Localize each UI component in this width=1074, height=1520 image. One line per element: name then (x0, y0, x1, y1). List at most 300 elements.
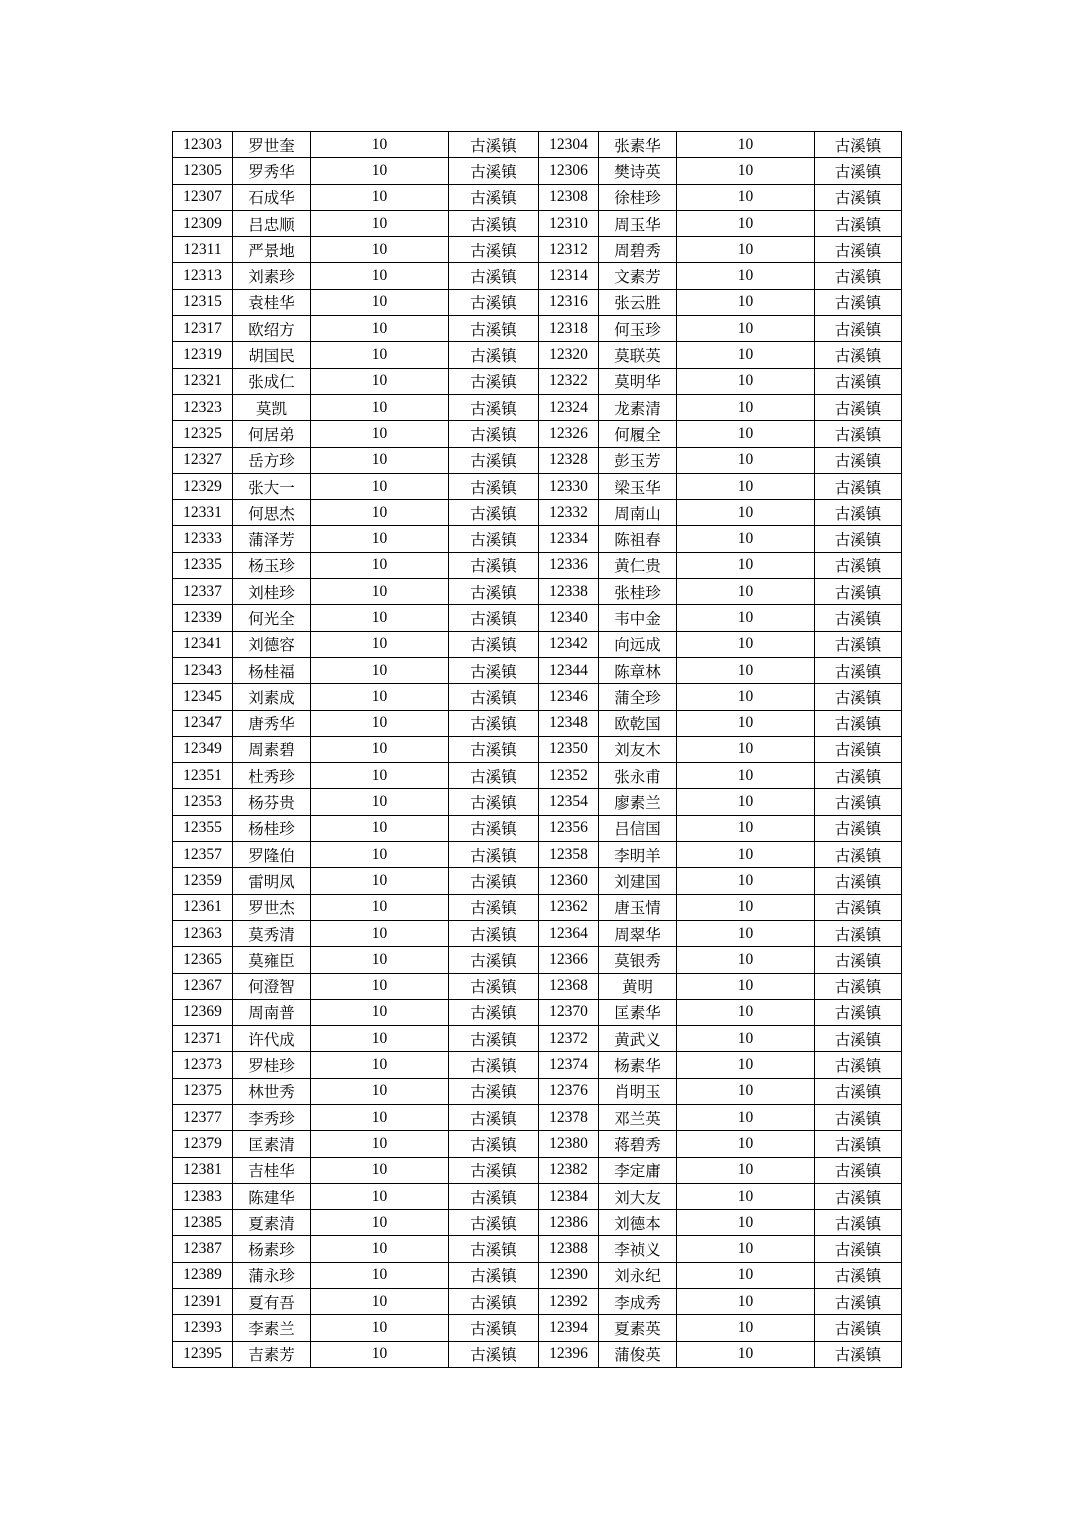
table-row (173, 237, 902, 263)
cell-name: 林世秀 (233, 1078, 311, 1104)
cell-amount: 10 (311, 657, 449, 683)
cell-id: 12350 (539, 736, 599, 762)
cell-name: 杨桂珍 (233, 815, 311, 841)
table-row (173, 631, 902, 657)
cell-town: 古溪镇 (449, 868, 539, 894)
table-row (173, 447, 902, 473)
cell-id: 12365 (173, 947, 233, 973)
cell-id: 12336 (539, 552, 599, 578)
cell-amount: 10 (677, 526, 815, 552)
cell-town: 古溪镇 (815, 526, 902, 552)
cell-name: 莫明华 (599, 368, 677, 394)
cell-name: 樊诗英 (599, 158, 677, 184)
cell-id: 12376 (539, 1078, 599, 1104)
table-row (173, 894, 902, 920)
cell-town: 古溪镇 (815, 1262, 902, 1288)
cell-amount: 10 (677, 1210, 815, 1236)
cell-id: 12307 (173, 184, 233, 210)
cell-town: 古溪镇 (449, 579, 539, 605)
cell-town: 古溪镇 (449, 1236, 539, 1262)
table-row (173, 920, 902, 946)
cell-amount: 10 (311, 1236, 449, 1262)
cell-town: 古溪镇 (815, 1315, 902, 1341)
cell-town: 古溪镇 (449, 605, 539, 631)
cell-name: 廖素兰 (599, 789, 677, 815)
cell-id: 12319 (173, 342, 233, 368)
cell-id: 12383 (173, 1183, 233, 1209)
cell-amount: 10 (311, 579, 449, 605)
table-row (173, 605, 902, 631)
cell-name: 何居弟 (233, 421, 311, 447)
cell-town: 古溪镇 (815, 973, 902, 999)
cell-amount: 10 (311, 842, 449, 868)
cell-id: 12392 (539, 1289, 599, 1315)
table-row (173, 394, 902, 420)
cell-amount: 10 (311, 237, 449, 263)
cell-amount: 10 (677, 237, 815, 263)
cell-town: 古溪镇 (815, 421, 902, 447)
cell-town: 古溪镇 (449, 920, 539, 946)
cell-id: 12343 (173, 657, 233, 683)
cell-amount: 10 (311, 473, 449, 499)
cell-amount: 10 (677, 842, 815, 868)
cell-amount: 10 (677, 1315, 815, 1341)
cell-id: 12368 (539, 973, 599, 999)
cell-town: 古溪镇 (815, 1026, 902, 1052)
cell-name: 蒋碧秀 (599, 1131, 677, 1157)
cell-town: 古溪镇 (449, 473, 539, 499)
table-row (173, 342, 902, 368)
cell-id: 12338 (539, 579, 599, 605)
cell-amount: 10 (311, 710, 449, 736)
cell-name: 唐玉情 (599, 894, 677, 920)
cell-amount: 10 (311, 1341, 449, 1367)
table-row (173, 421, 902, 447)
cell-amount: 10 (677, 342, 815, 368)
cell-town: 古溪镇 (449, 342, 539, 368)
cell-name: 文素芳 (599, 263, 677, 289)
cell-name: 张永甫 (599, 763, 677, 789)
cell-name: 李素兰 (233, 1315, 311, 1341)
cell-id: 12360 (539, 868, 599, 894)
cell-amount: 10 (311, 526, 449, 552)
cell-name: 刘永纪 (599, 1262, 677, 1288)
cell-town: 古溪镇 (815, 920, 902, 946)
cell-amount: 10 (311, 763, 449, 789)
cell-town: 古溪镇 (449, 526, 539, 552)
cell-town: 古溪镇 (815, 473, 902, 499)
cell-name: 石成华 (233, 184, 311, 210)
cell-name: 吉桂华 (233, 1157, 311, 1183)
cell-town: 古溪镇 (815, 710, 902, 736)
cell-town: 古溪镇 (815, 158, 902, 184)
cell-amount: 10 (311, 999, 449, 1025)
cell-amount: 10 (677, 1052, 815, 1078)
cell-id: 12340 (539, 605, 599, 631)
cell-name: 莫凯 (233, 394, 311, 420)
cell-name: 杨素珍 (233, 1236, 311, 1262)
cell-id: 12348 (539, 710, 599, 736)
cell-amount: 10 (677, 289, 815, 315)
cell-id: 12370 (539, 999, 599, 1025)
cell-name: 彭玉芳 (599, 447, 677, 473)
cell-town: 古溪镇 (449, 184, 539, 210)
cell-id: 12309 (173, 210, 233, 236)
cell-town: 古溪镇 (449, 763, 539, 789)
cell-name: 周素碧 (233, 736, 311, 762)
cell-id: 12353 (173, 789, 233, 815)
cell-town: 古溪镇 (449, 1157, 539, 1183)
cell-town: 古溪镇 (815, 736, 902, 762)
table-row (173, 947, 902, 973)
cell-town: 古溪镇 (449, 289, 539, 315)
cell-id: 12361 (173, 894, 233, 920)
cell-id: 12311 (173, 237, 233, 263)
cell-town: 古溪镇 (815, 316, 902, 342)
table-row (173, 1262, 902, 1288)
cell-town: 古溪镇 (449, 815, 539, 841)
cell-town: 古溪镇 (449, 552, 539, 578)
cell-town: 古溪镇 (449, 1210, 539, 1236)
cell-amount: 10 (677, 1183, 815, 1209)
cell-id: 12367 (173, 973, 233, 999)
cell-name: 徐桂珍 (599, 184, 677, 210)
cell-id: 12334 (539, 526, 599, 552)
cell-id: 12344 (539, 657, 599, 683)
cell-name: 黄仁贵 (599, 552, 677, 578)
cell-amount: 10 (311, 132, 449, 158)
cell-id: 12312 (539, 237, 599, 263)
cell-amount: 10 (311, 342, 449, 368)
table-row (173, 1183, 902, 1209)
cell-id: 12394 (539, 1315, 599, 1341)
table-row (173, 368, 902, 394)
cell-id: 12371 (173, 1026, 233, 1052)
cell-town: 古溪镇 (815, 132, 902, 158)
cell-id: 12332 (539, 500, 599, 526)
cell-name: 刘大友 (599, 1183, 677, 1209)
cell-name: 蒲俊英 (599, 1341, 677, 1367)
cell-amount: 10 (311, 1104, 449, 1130)
cell-id: 12375 (173, 1078, 233, 1104)
table-row (173, 158, 902, 184)
cell-town: 古溪镇 (815, 842, 902, 868)
cell-amount: 10 (311, 500, 449, 526)
cell-id: 12393 (173, 1315, 233, 1341)
table-row (173, 999, 902, 1025)
cell-id: 12323 (173, 394, 233, 420)
cell-amount: 10 (311, 210, 449, 236)
cell-id: 12366 (539, 947, 599, 973)
cell-town: 古溪镇 (449, 710, 539, 736)
cell-id: 12387 (173, 1236, 233, 1262)
cell-id: 12378 (539, 1104, 599, 1130)
cell-amount: 10 (677, 1078, 815, 1104)
cell-amount: 10 (311, 289, 449, 315)
cell-amount: 10 (677, 184, 815, 210)
cell-id: 12328 (539, 447, 599, 473)
cell-id: 12342 (539, 631, 599, 657)
cell-amount: 10 (677, 1341, 815, 1367)
table-row (173, 1078, 902, 1104)
cell-name: 莫雍臣 (233, 947, 311, 973)
cell-amount: 10 (677, 736, 815, 762)
cell-town: 古溪镇 (815, 289, 902, 315)
cell-amount: 10 (677, 473, 815, 499)
cell-id: 12355 (173, 815, 233, 841)
cell-id: 12317 (173, 316, 233, 342)
cell-town: 古溪镇 (449, 158, 539, 184)
cell-name: 许代成 (233, 1026, 311, 1052)
cell-town: 古溪镇 (449, 736, 539, 762)
cell-id: 12306 (539, 158, 599, 184)
table-row (173, 526, 902, 552)
cell-id: 12363 (173, 920, 233, 946)
cell-town: 古溪镇 (449, 947, 539, 973)
cell-id: 12374 (539, 1052, 599, 1078)
cell-town: 古溪镇 (815, 684, 902, 710)
cell-town: 古溪镇 (449, 210, 539, 236)
cell-town: 古溪镇 (449, 894, 539, 920)
cell-town: 古溪镇 (815, 789, 902, 815)
cell-name: 夏有吾 (233, 1289, 311, 1315)
cell-town: 古溪镇 (815, 1157, 902, 1183)
table-row (173, 1341, 902, 1367)
cell-name: 蒲泽芳 (233, 526, 311, 552)
cell-amount: 10 (677, 684, 815, 710)
cell-name: 莫秀清 (233, 920, 311, 946)
cell-amount: 10 (311, 947, 449, 973)
table-row (173, 763, 902, 789)
cell-name: 欧乾国 (599, 710, 677, 736)
cell-amount: 10 (677, 316, 815, 342)
table-row (173, 184, 902, 210)
cell-town: 古溪镇 (815, 237, 902, 263)
cell-amount: 10 (311, 815, 449, 841)
cell-name: 唐秀华 (233, 710, 311, 736)
cell-town: 古溪镇 (815, 815, 902, 841)
cell-amount: 10 (311, 184, 449, 210)
cell-id: 12386 (539, 1210, 599, 1236)
cell-town: 古溪镇 (815, 579, 902, 605)
cell-town: 古溪镇 (449, 1289, 539, 1315)
cell-name: 匡素清 (233, 1131, 311, 1157)
cell-amount: 10 (311, 1210, 449, 1236)
table-row (173, 973, 902, 999)
cell-id: 12352 (539, 763, 599, 789)
cell-name: 匡素华 (599, 999, 677, 1025)
cell-amount: 10 (677, 552, 815, 578)
cell-name: 张大一 (233, 473, 311, 499)
cell-id: 12325 (173, 421, 233, 447)
cell-id: 12315 (173, 289, 233, 315)
cell-id: 12304 (539, 132, 599, 158)
cell-town: 古溪镇 (449, 447, 539, 473)
cell-id: 12346 (539, 684, 599, 710)
cell-id: 12339 (173, 605, 233, 631)
cell-name: 刘素珍 (233, 263, 311, 289)
cell-amount: 10 (311, 421, 449, 447)
cell-amount: 10 (677, 999, 815, 1025)
cell-name: 夏素清 (233, 1210, 311, 1236)
cell-town: 古溪镇 (449, 132, 539, 158)
cell-town: 古溪镇 (815, 1131, 902, 1157)
cell-name: 罗世杰 (233, 894, 311, 920)
cell-amount: 10 (677, 394, 815, 420)
cell-town: 古溪镇 (449, 1104, 539, 1130)
cell-amount: 10 (677, 447, 815, 473)
cell-name: 吕信国 (599, 815, 677, 841)
cell-amount: 10 (311, 1289, 449, 1315)
cell-name: 李成秀 (599, 1289, 677, 1315)
cell-id: 12341 (173, 631, 233, 657)
cell-id: 12327 (173, 447, 233, 473)
cell-name: 吕忠顺 (233, 210, 311, 236)
cell-id: 12347 (173, 710, 233, 736)
cell-amount: 10 (677, 763, 815, 789)
cell-id: 12362 (539, 894, 599, 920)
cell-amount: 10 (677, 868, 815, 894)
table-row (173, 1289, 902, 1315)
cell-town: 古溪镇 (815, 1341, 902, 1367)
cell-id: 12349 (173, 736, 233, 762)
table-row (173, 473, 902, 499)
cell-amount: 10 (311, 1262, 449, 1288)
cell-amount: 10 (311, 1052, 449, 1078)
cell-town: 古溪镇 (815, 631, 902, 657)
cell-amount: 10 (311, 789, 449, 815)
cell-amount: 10 (311, 263, 449, 289)
cell-id: 12364 (539, 920, 599, 946)
cell-name: 黄武义 (599, 1026, 677, 1052)
cell-id: 12345 (173, 684, 233, 710)
table-row (173, 815, 902, 841)
cell-town: 古溪镇 (449, 1131, 539, 1157)
cell-name: 陈祖春 (599, 526, 677, 552)
roster-table-body (173, 132, 902, 1368)
cell-town: 古溪镇 (815, 1289, 902, 1315)
cell-town: 古溪镇 (815, 1210, 902, 1236)
cell-town: 古溪镇 (815, 657, 902, 683)
table-row (173, 736, 902, 762)
cell-amount: 10 (311, 1157, 449, 1183)
cell-town: 古溪镇 (449, 789, 539, 815)
cell-amount: 10 (677, 263, 815, 289)
cell-name: 罗世奎 (233, 132, 311, 158)
cell-amount: 10 (677, 1289, 815, 1315)
table-row (173, 210, 902, 236)
cell-id: 12322 (539, 368, 599, 394)
cell-id: 12331 (173, 500, 233, 526)
cell-town: 古溪镇 (449, 1262, 539, 1288)
cell-town: 古溪镇 (815, 500, 902, 526)
cell-name: 周翠华 (599, 920, 677, 946)
cell-town: 古溪镇 (815, 763, 902, 789)
cell-name: 何玉珍 (599, 316, 677, 342)
cell-id: 12335 (173, 552, 233, 578)
cell-town: 古溪镇 (449, 263, 539, 289)
cell-amount: 10 (677, 1131, 815, 1157)
cell-name: 陈建华 (233, 1183, 311, 1209)
cell-id: 12321 (173, 368, 233, 394)
cell-town: 古溪镇 (449, 1183, 539, 1209)
cell-amount: 10 (677, 210, 815, 236)
cell-name: 雷明凤 (233, 868, 311, 894)
cell-amount: 10 (677, 368, 815, 394)
cell-id: 12359 (173, 868, 233, 894)
cell-amount: 10 (677, 1104, 815, 1130)
cell-amount: 10 (311, 1315, 449, 1341)
cell-name: 莫银秀 (599, 947, 677, 973)
cell-town: 古溪镇 (815, 868, 902, 894)
cell-name: 周玉华 (599, 210, 677, 236)
table-row (173, 500, 902, 526)
table-row (173, 1315, 902, 1341)
cell-name: 蒲永珍 (233, 1262, 311, 1288)
cell-name: 刘建国 (599, 868, 677, 894)
cell-amount: 10 (311, 1131, 449, 1157)
cell-amount: 10 (677, 894, 815, 920)
cell-name: 袁桂华 (233, 289, 311, 315)
cell-amount: 10 (677, 1262, 815, 1288)
cell-name: 何思杰 (233, 500, 311, 526)
cell-id: 12382 (539, 1157, 599, 1183)
cell-name: 张素华 (599, 132, 677, 158)
cell-town: 古溪镇 (449, 842, 539, 868)
cell-amount: 10 (311, 1183, 449, 1209)
cell-town: 古溪镇 (815, 552, 902, 578)
cell-amount: 10 (311, 605, 449, 631)
cell-town: 古溪镇 (449, 368, 539, 394)
cell-name: 刘素成 (233, 684, 311, 710)
cell-name: 莫联英 (599, 342, 677, 368)
cell-town: 古溪镇 (815, 894, 902, 920)
cell-amount: 10 (677, 710, 815, 736)
cell-town: 古溪镇 (449, 1026, 539, 1052)
cell-id: 12337 (173, 579, 233, 605)
cell-amount: 10 (677, 158, 815, 184)
cell-name: 龙素清 (599, 394, 677, 420)
cell-name: 何澄智 (233, 973, 311, 999)
cell-town: 古溪镇 (449, 1078, 539, 1104)
table-row (173, 868, 902, 894)
cell-id: 12308 (539, 184, 599, 210)
cell-name: 刘友木 (599, 736, 677, 762)
cell-name: 严景地 (233, 237, 311, 263)
cell-amount: 10 (677, 132, 815, 158)
cell-id: 12356 (539, 815, 599, 841)
cell-amount: 10 (311, 158, 449, 184)
cell-id: 12303 (173, 132, 233, 158)
table-row (173, 842, 902, 868)
cell-amount: 10 (311, 316, 449, 342)
cell-amount: 10 (677, 1157, 815, 1183)
cell-amount: 10 (311, 1078, 449, 1104)
table-row (173, 1026, 902, 1052)
table-row (173, 1052, 902, 1078)
cell-name: 肖明玉 (599, 1078, 677, 1104)
cell-town: 古溪镇 (449, 1315, 539, 1341)
cell-name: 刘德容 (233, 631, 311, 657)
cell-name: 周南普 (233, 999, 311, 1025)
cell-id: 12351 (173, 763, 233, 789)
cell-name: 黄明 (599, 973, 677, 999)
cell-id: 12329 (173, 473, 233, 499)
table-row (173, 552, 902, 578)
cell-id: 12357 (173, 842, 233, 868)
cell-town: 古溪镇 (449, 973, 539, 999)
cell-amount: 10 (677, 500, 815, 526)
